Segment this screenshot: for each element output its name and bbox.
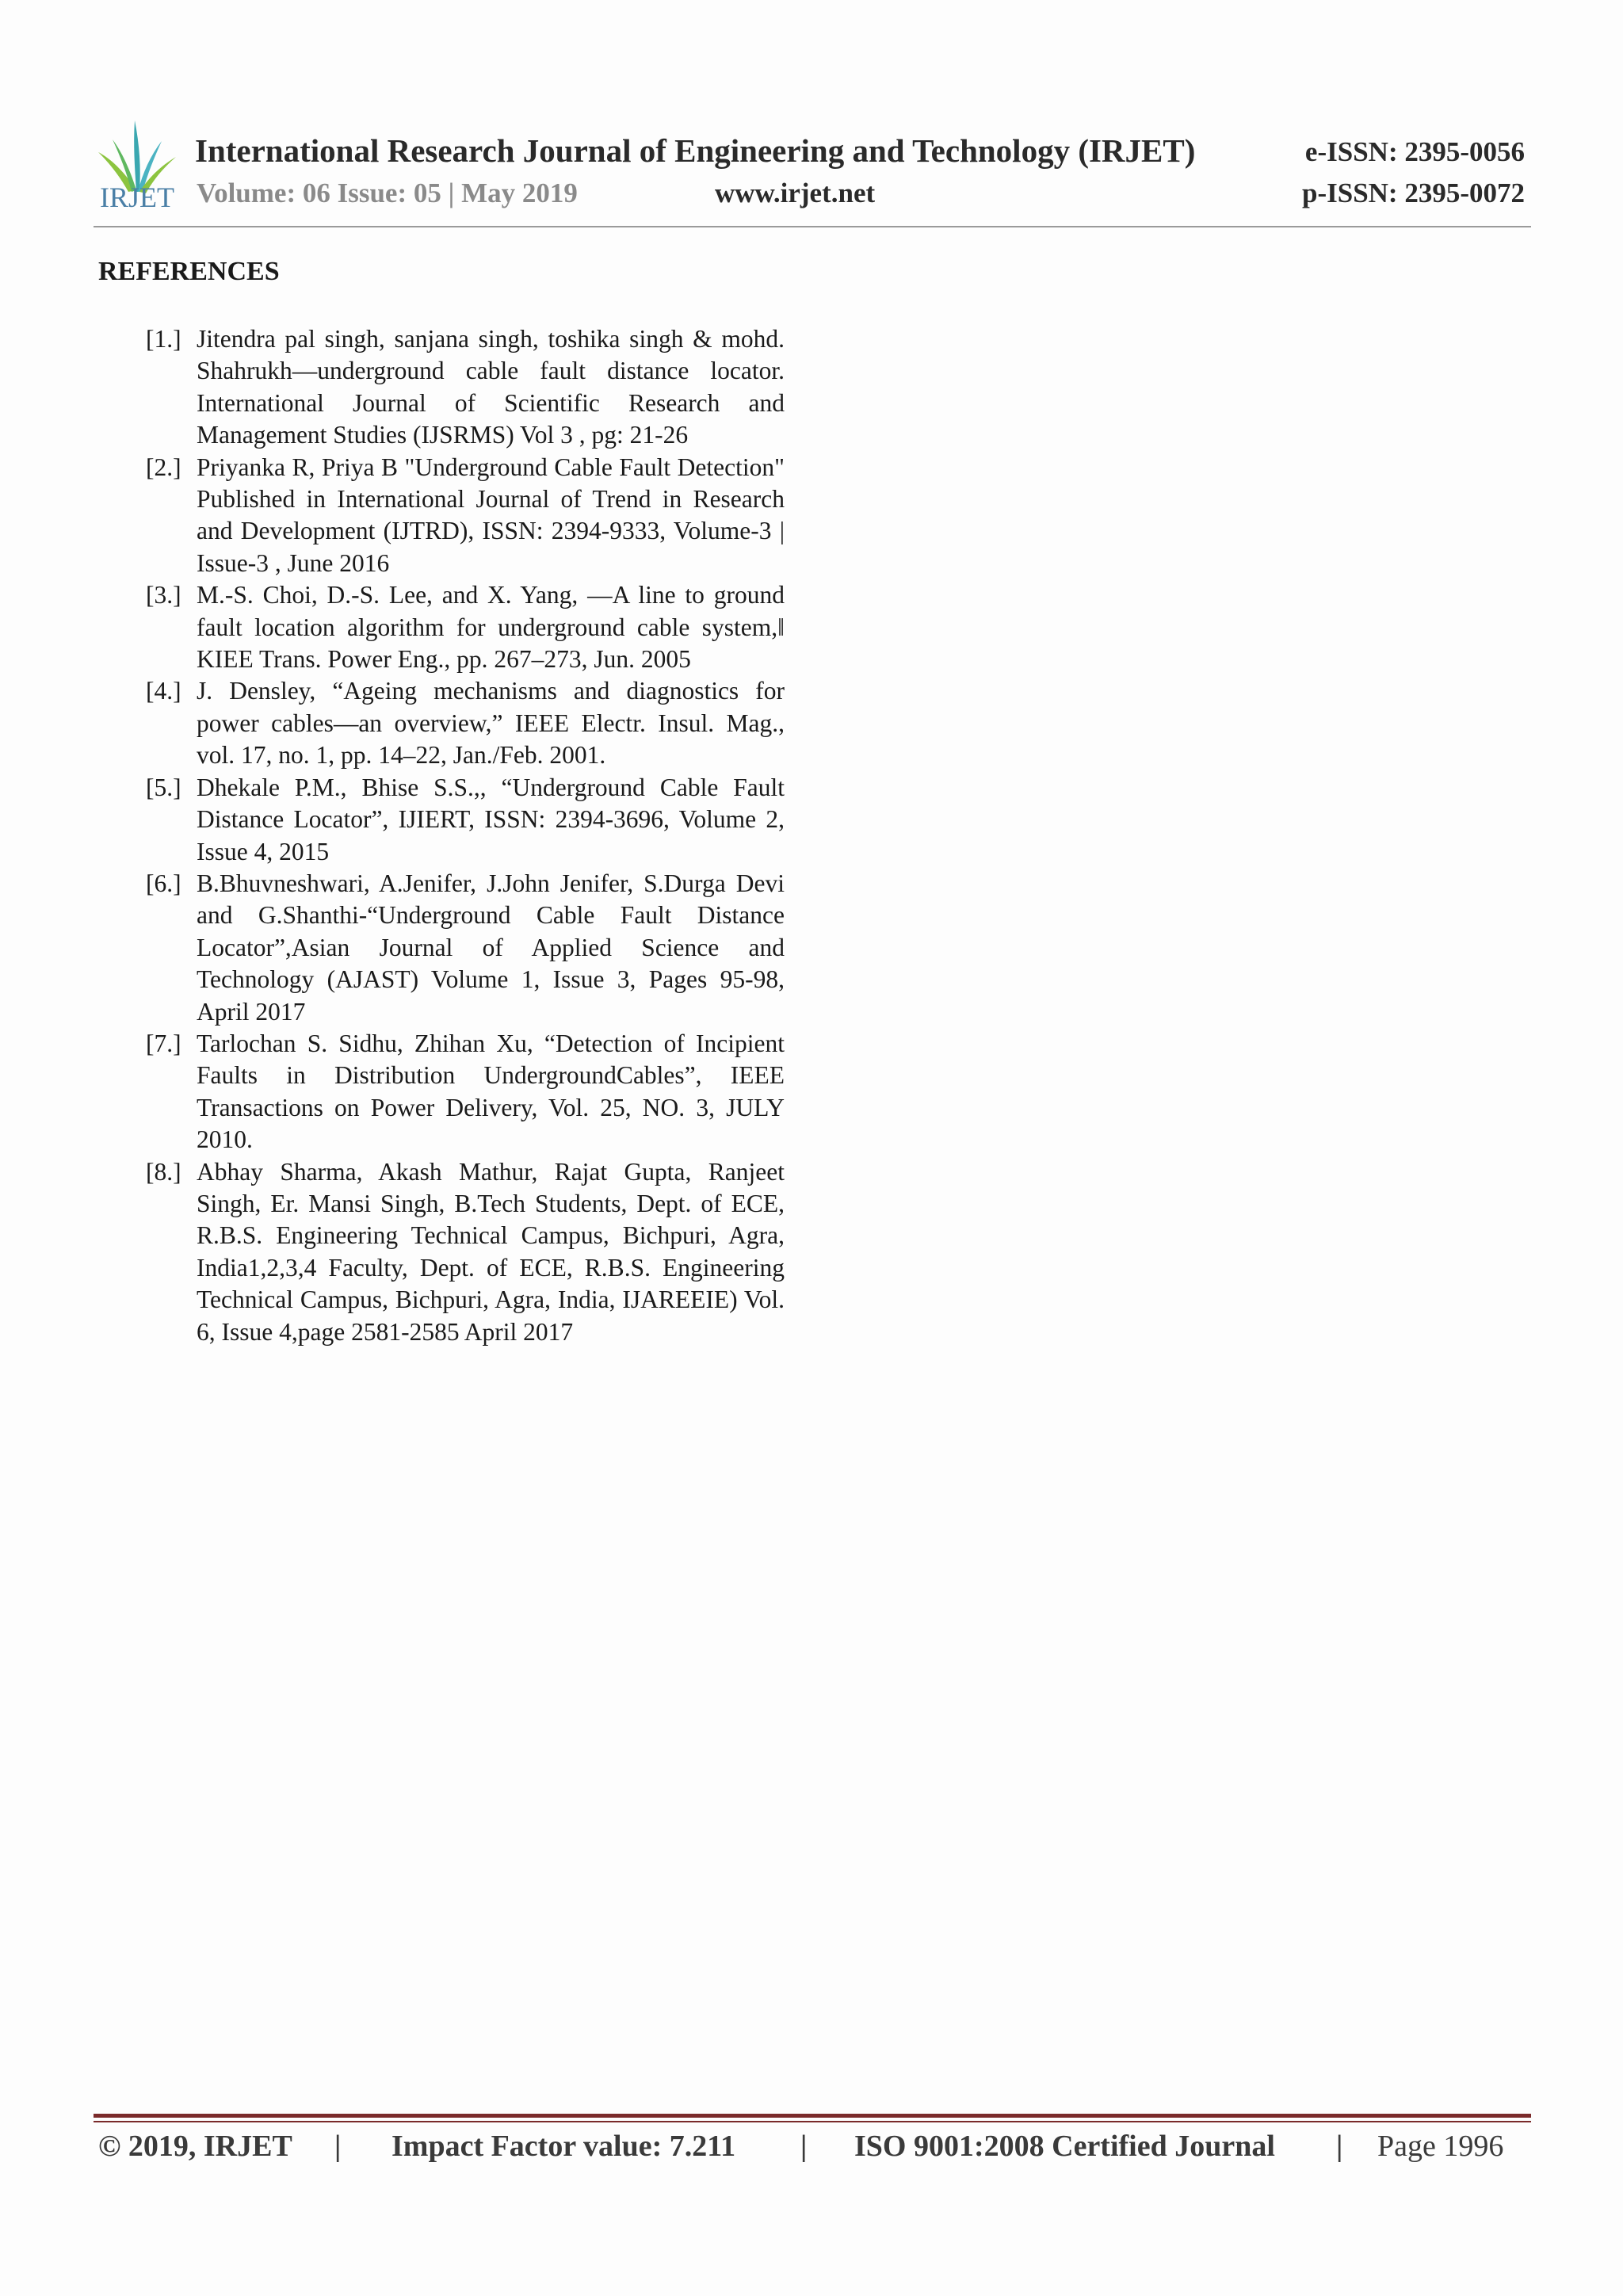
journal-website: www.irjet.net xyxy=(715,178,876,208)
reference-item xyxy=(146,579,785,675)
reference-item xyxy=(146,452,785,580)
reference-text: M.-S. Choi, D.-S. Lee, and X. Yang, —A line to ground fault location algorithm for underground cable system,‖ KIEE Trans. Power Eng., pp. 267–273, Jun. 2005 xyxy=(197,581,785,674)
reference-number: [4.] xyxy=(146,677,181,705)
reference-number: [3.] xyxy=(146,581,181,609)
footer-iso-certification: ISO 9001:2008 Certified Journal xyxy=(854,2130,1275,2163)
footer-divider-thick xyxy=(94,2114,1531,2118)
reference-item xyxy=(146,323,785,452)
reference-number: [8.] xyxy=(146,1157,181,1186)
footer-separator: | xyxy=(334,2130,342,2163)
references-heading: REFERENCES xyxy=(98,257,280,286)
reference-item xyxy=(146,675,785,771)
reference-number: [2.] xyxy=(146,453,181,481)
reference-item xyxy=(146,1028,785,1156)
reference-text: Abhay Sharma, Akash Mathur, Rajat Gupta, Ranjeet Singh, Er. Mansi Singh, B.Tech Students, Dept. of ECE, R.B.S. Engineering Technical Campus, Bichpuri, Agra, India1,2,3,4 Faculty, Dept. of ECE, R.B.S. Engineering Technical Campus, Bichpuri, Agra, India, IJAREEIE) Vol. 6, Issue 4,page 2581-2585 April 2017 xyxy=(197,1157,785,1346)
reference-item xyxy=(146,1156,785,1348)
footer-separator: | xyxy=(800,2130,808,2163)
e-issn: e-ISSN: 2395-0056 xyxy=(1304,136,1525,167)
footer-page-number: Page 1996 xyxy=(1377,2130,1504,2163)
reference-number: [5.] xyxy=(146,773,181,801)
footer-separator: | xyxy=(1336,2130,1343,2163)
journal-title: International Research Journal of Engineering and Technology (IRJET) xyxy=(195,132,1196,169)
reference-text: J. Densley, “Ageing mechanisms and diagnostics for power cables—an overview,” IEEE Electr. Insul. Mag., vol. 17, no. 1, pp. 14–22, Jan./Feb. 2001. xyxy=(197,677,785,770)
reference-number: [7.] xyxy=(146,1029,181,1057)
reference-text: B.Bhuvneshwari, A.Jenifer, J.John Jenifer, S.Durga Devi and G.Shanthi-“Underground Cable Fault Distance Locator”,Asian Journal of Applied Science and Technology (AJAST) Volume 1, Issue 3, Pages 95-98, April 2017 xyxy=(197,869,785,1026)
reference-text: Jitendra pal singh, sanjana singh, toshika singh & mohd. Shahrukh—underground cable fault distance locator. International Journal of Scientific Research and Management Studies (IJSRMS) Vol 3 , pg: 21-26 xyxy=(197,325,785,449)
p-issn: p-ISSN: 2395-0072 xyxy=(1301,178,1525,208)
footer-divider-thin xyxy=(94,2121,1531,2122)
reference-item xyxy=(146,868,785,1028)
reference-number: [6.] xyxy=(146,869,181,897)
header-divider xyxy=(94,226,1531,227)
footer-impact-factor: Impact Factor value: 7.211 xyxy=(391,2130,736,2163)
footer-copyright: © 2019, IRJET xyxy=(98,2130,292,2163)
reference-text: Dhekale P.M., Bhise S.S.,, “Underground Cable Fault Distance Locator”, IJIERT, ISSN: 2394-3696, Volume 2, Issue 4, 2015 xyxy=(197,773,785,865)
reference-text: Priyanka R, Priya B "Underground Cable Fault Detection" Published in International Journal of Trend in Research and Development (IJTRD), ISSN: 2394-9333, Volume-3 | Issue-3 , June 2016 xyxy=(197,453,785,577)
volume-issue-date: Volume: 06 Issue: 05 | May 2019 xyxy=(197,178,578,208)
reference-number: [1.] xyxy=(146,325,181,353)
logo-text: IRJET xyxy=(100,181,174,213)
reference-item xyxy=(146,772,785,868)
reference-text: Tarlochan S. Sidhu, Zhihan Xu, “Detection of Incipient Faults in Distribution UndergroundCables”, IEEE Transactions on Power Delivery, Vol. 25, NO. 3, JULY 2010. xyxy=(197,1029,785,1154)
reference-list xyxy=(146,323,785,1348)
